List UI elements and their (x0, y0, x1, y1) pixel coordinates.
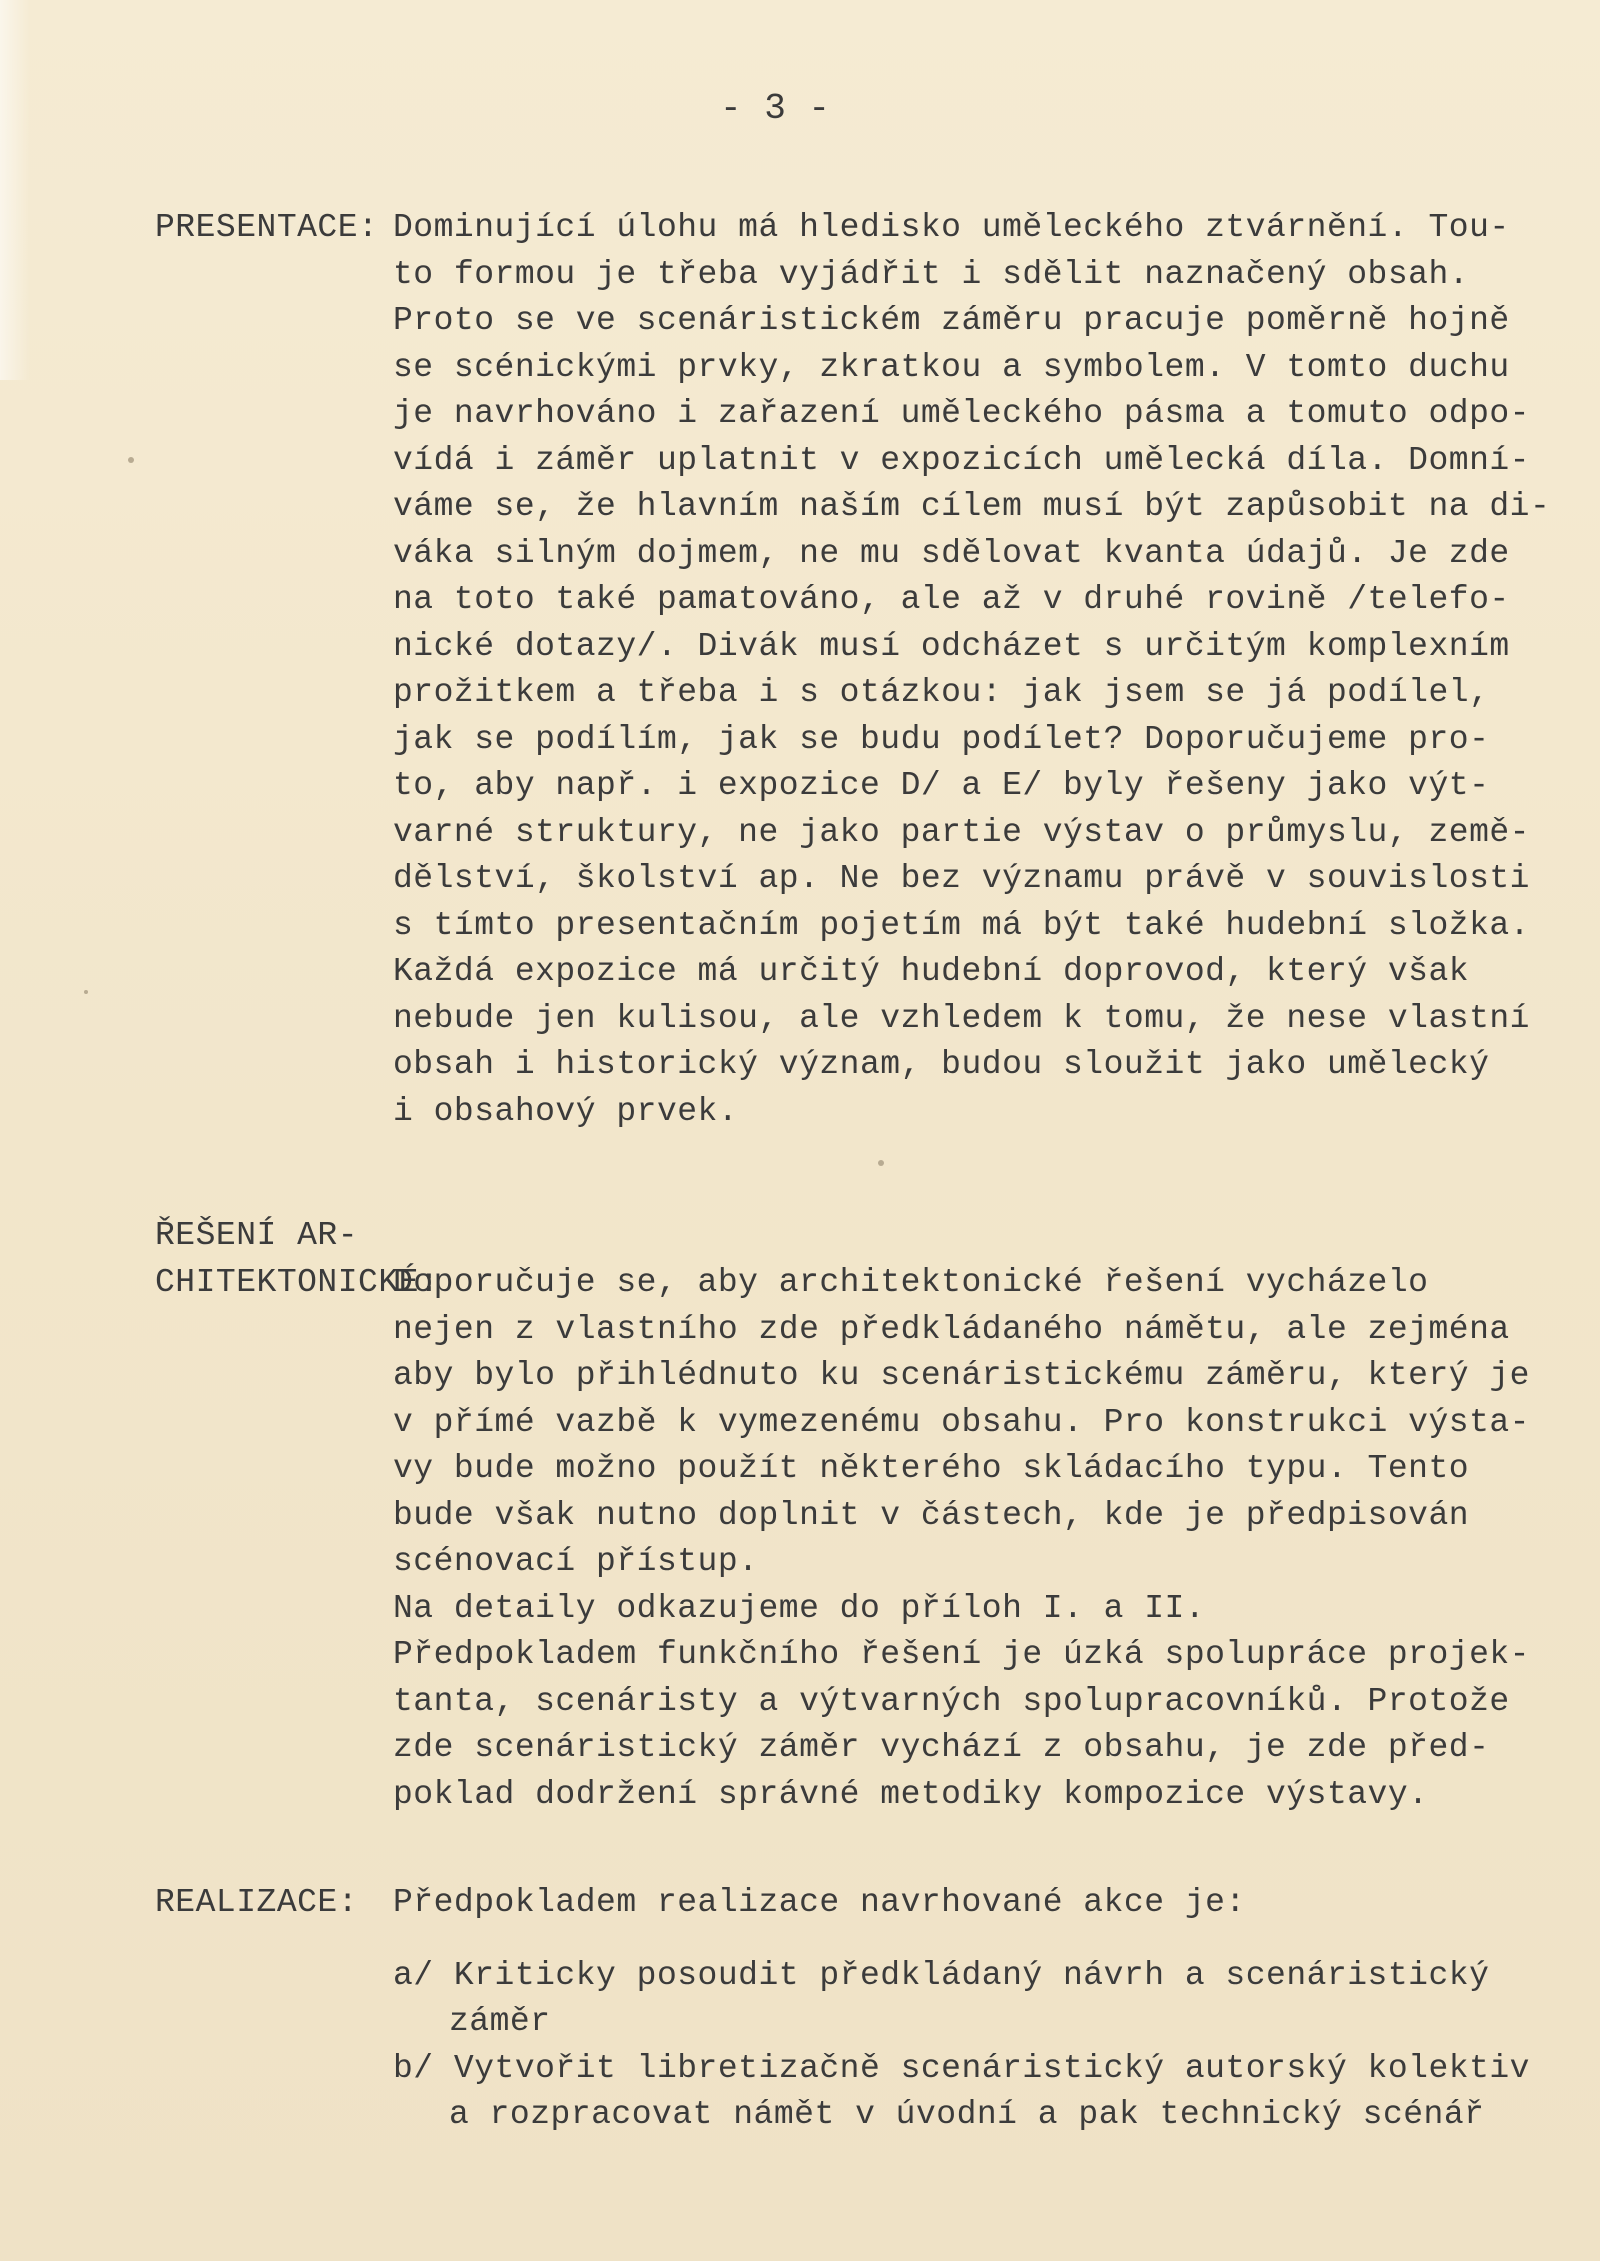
list-item-continuation: záměr (449, 2003, 551, 2040)
text-line: to formou je třeba vyjádřit i sdělit naznačený obsah. (393, 255, 1470, 293)
paper-speck (878, 1160, 884, 1166)
text-line: prožitkem a třeba i s otázkou: jak jsem se já podílel, (393, 674, 1490, 711)
list-item-first-line: b/ Vytvořit libretizačně scenáristický autorský kolektiv (393, 2049, 1530, 2087)
text-line: Proto se ve scenáristickém záměru pracuje poměrně hojně (393, 302, 1510, 339)
paper-speck (128, 457, 134, 463)
section-body-realizace (393, 1880, 1530, 2139)
paper-fold-highlight (0, 0, 30, 380)
text-line: bude však nutno doplnit v částech, kde je předpisován (393, 1496, 1470, 1534)
text-line: v přímé vazbě k vymezenému obsahu. Pro konstrukci výsta- (393, 1403, 1530, 1441)
text-line: se scénickými prvky, zkratkou a symbolem. V tomto duchu (393, 348, 1510, 386)
page-number: - 3 - (720, 88, 831, 129)
text-line: zde scenáristický záměr vychází z obsahu, je zde před- (393, 1729, 1490, 1766)
text-line: scénovací přístup. (393, 1543, 759, 1580)
text-line: nebude jen kulisou, ale vzhledem k tomu, že nese vlastní (393, 999, 1530, 1037)
text-line: jak se podílím, jak se budu podílet? Doporučujeme pro- (393, 720, 1490, 758)
list-item (393, 2046, 1530, 2139)
text-line: Každá expozice má určitý hudební doprovod, který však (393, 953, 1470, 990)
text-line: obsah i historický význam, budou sloužit jako umělecký (393, 1046, 1490, 1083)
paper-speck (84, 990, 88, 994)
text-line: poklad dodržení správné metodiky kompozice výstavy. (393, 1775, 1429, 1813)
text-line: to, aby např. i expozice D/ a E/ byly řešeny jako výt- (393, 767, 1490, 804)
section-label-realizace: REALIZACE: (155, 1884, 359, 1921)
text-line: nejen z vlastního zde předkládaného námětu, ale zejména (393, 1310, 1510, 1348)
text-line: vídá i záměr uplatnit v expozicích umělecká díla. Domní- (393, 441, 1530, 479)
text-line: je navrhováno i zařazení uměleckého pásma a tomuto odpo- (393, 395, 1530, 432)
section-label-reseni-line2: CHITEKTONICKÉ: (155, 1264, 440, 1301)
text-line: aby bylo přihlédnuto ku scenáristickému záměru, který je (393, 1357, 1530, 1394)
text-line: Předpokladem funkčního řešení je úzká spolupráce projek- (393, 1636, 1530, 1673)
section-label-reseni-line1: ŘEŠENÍ AR- (155, 1217, 359, 1254)
text-line: tanta, scenáristy a výtvarných spolupracovníků. Protože (393, 1682, 1510, 1720)
text-line: Na detaily odkazujeme do příloh I. a II. (393, 1589, 1206, 1627)
list-item-first-line: a/ Kriticky posoudit předkládaný návrh a scenáristický (393, 1956, 1490, 1994)
list-item-continuation: a rozpracovat námět v úvodní a pak technický scénář (449, 2096, 1485, 2133)
text-line: váka silným dojmem, ne mu sdělovat kvanta údajů. Je zde (393, 534, 1510, 572)
text-line: Předpokladem realizace navrhované akce je: (393, 1884, 1246, 1921)
text-line: váme se, že hlavním naším cílem musí být zapůsobit na di- (393, 488, 1551, 525)
section-body-presentace (393, 205, 1551, 1135)
text-line: Doporučuje se, aby architektonické řešení vycházelo (393, 1264, 1429, 1301)
text-line: dělství, školství ap. Ne bez významu právě v souvislosti (393, 860, 1530, 897)
list-item (393, 1953, 1503, 2046)
section-label-presentace: PRESENTACE: (155, 209, 379, 246)
text-line: Dominující úlohu má hledisko uměleckého ztvárnění. Tou- (393, 209, 1510, 246)
section-body-reseni (393, 1260, 1530, 1818)
text-line: s tímto presentačním pojetím má být také hudební složka. (393, 906, 1530, 944)
text-line: na toto také pamatováno, ale až v druhé rovině /telefo- (393, 581, 1510, 618)
text-line: vy bude možno použít některého skládacího typu. Tento (393, 1450, 1470, 1487)
text-line: i obsahový prvek. (393, 1092, 739, 1130)
text-line: nické dotazy/. Divák musí odcházet s určitým komplexním (393, 627, 1510, 665)
text-line: varné struktury, ne jako partie výstav o průmyslu, země- (393, 813, 1530, 851)
